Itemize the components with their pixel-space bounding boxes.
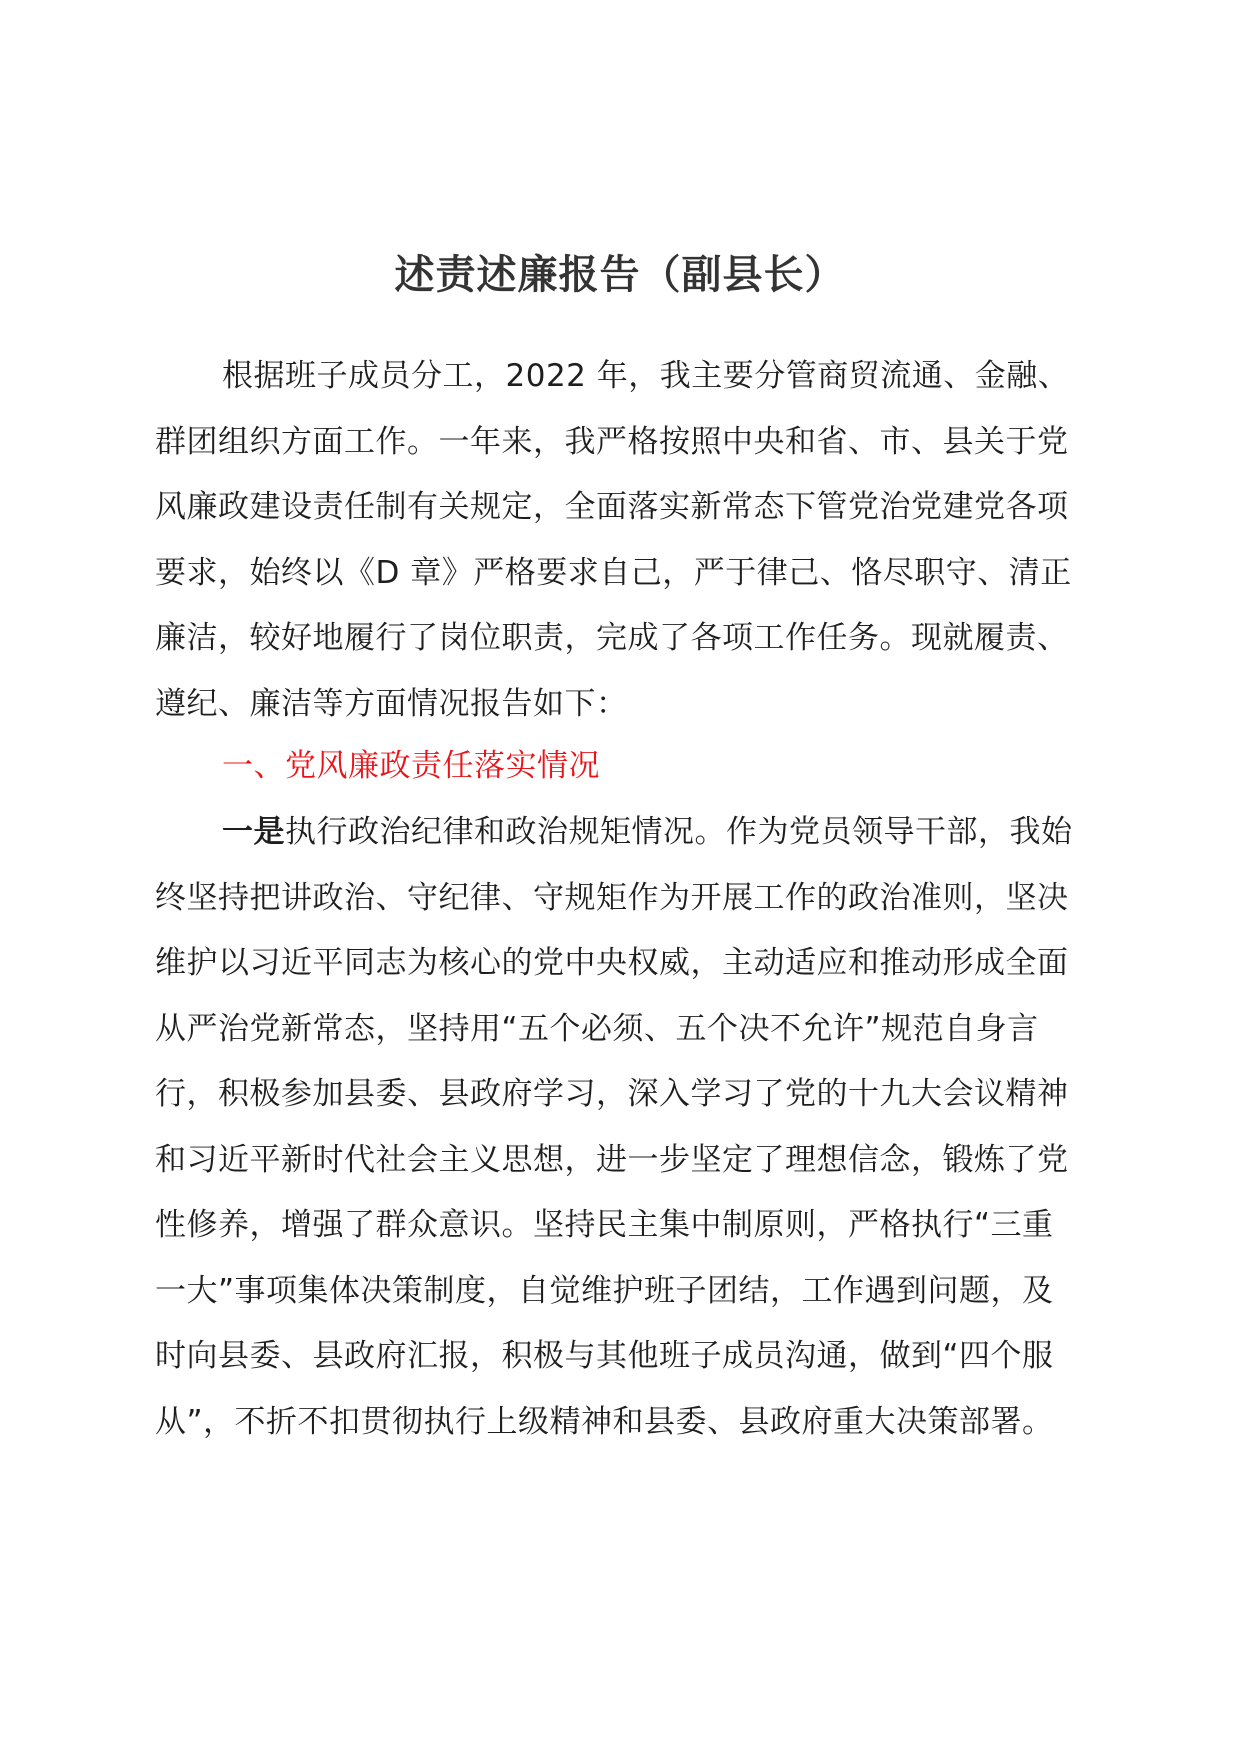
paragraph-lead: 一是 [222, 814, 285, 850]
body-paragraph-text: 执行政治纪律和政治规矩情况。作为党员领导干部，我始终坚持把讲政治、守纪律、守规矩作为开展工作的政治准则，坚决维护以习近平同志为核心的党中央权威，主动适应和推动形成全面从严治党新常态，坚持用“五个必须、五个决不允许”规范自身言行，积极参加县委、县政府学习，深入学习了党的十九大会议精神和习近平新时代社会主义思想，进一步坚定了理想信念，锻炼了党性修养，增强了群众意识。坚持民主集中制原则，严格执行“三重一大”事项集体决策制度，自觉维护班子团结，工作遇到问题，及时向县委、县政府汇报，积极与其他班子成员沟通，做到“四个服从”，不折不扣贯彻执行上级精神和县委、县政府重大决策部署。 [155, 814, 1073, 1440]
section-heading: 一、党风廉政责任落实情况 [222, 748, 600, 784]
intro-paragraph-text: 根据班子成员分工，2022 年，我主要分管商贸流通、金融、群团组织方面工作。一年来，我严格按照中央和省、市、县关于党风廉政建设责任制有关规定，全面落实新常态下管党治党建党各项要求，始终以《D 章》严格要求自己，严于律己、恪尽职守、清正廉洁，较好地履行了岗位职责，完成了各项工作任务。现就履责、遵纪、廉洁等方面情况报告如下： [155, 358, 1072, 722]
intro-paragraph [155, 344, 1085, 737]
document-title: 述责述廉报告（副县长） [394, 252, 846, 298]
body-paragraph [155, 800, 1085, 1455]
